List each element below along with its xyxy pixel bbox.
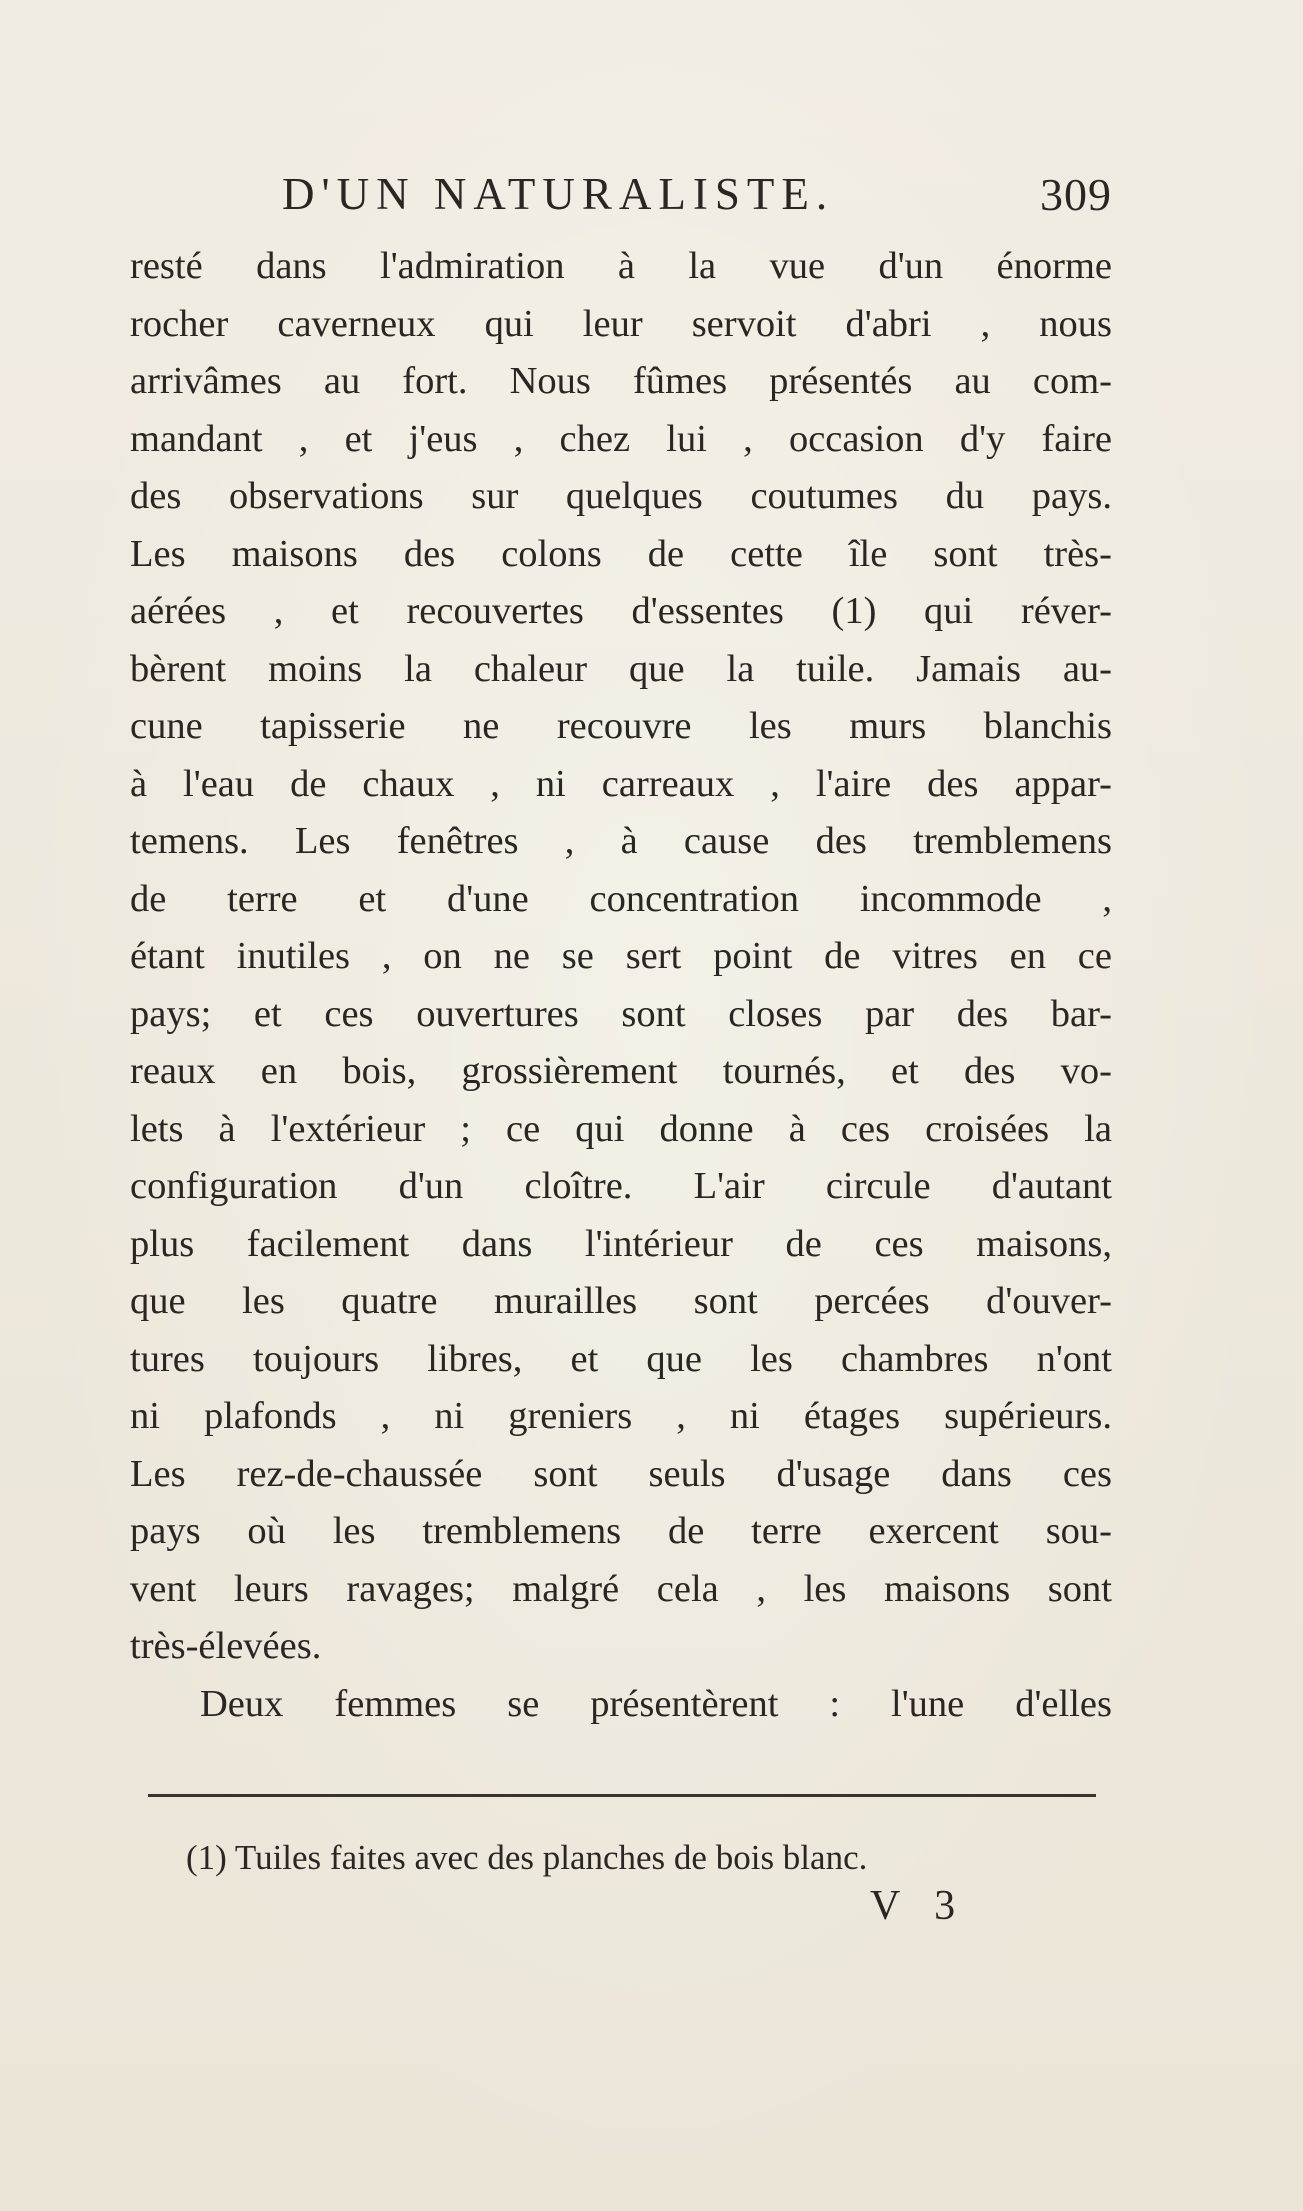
text-line: à l'eau de chaux , ni carreaux , l'aire des appar- [130, 762, 1112, 805]
text-line: lets à l'extérieur ; ce qui donne à ces croisées la [130, 1107, 1112, 1150]
text-line: rocher caverneux qui leur servoit d'abri , nous [130, 302, 1112, 345]
text-line: des observations sur quelques coutumes du pays. [130, 475, 1112, 517]
text-line: resté dans l'admiration à la vue d'un énorme [130, 245, 1112, 287]
text-line: étant inutiles , on ne se sert point de vitres en ce [130, 935, 1112, 977]
body-text [130, 238, 1112, 1733]
text-line: tures toujours libres, et que les chambres n'ont [130, 1337, 1112, 1380]
text-line: pays où les tremblemens de terre exercent sou- [130, 1510, 1112, 1552]
text-line: aérées , et recouvertes d'essentes (1) qui réver- [130, 590, 1112, 632]
text-line: arrivâmes au fort. Nous fûmes présentés au com- [130, 360, 1112, 402]
paragraph-start-line: Deux femmes se présentèrent : l'une d'elles [200, 1682, 1112, 1725]
text-line: pays; et ces ouvertures sont closes par des bar- [130, 992, 1112, 1035]
running-title: D'UN NATURALISTE. [282, 169, 835, 219]
text-line: cune tapisserie ne recouvre les murs blanchis [130, 705, 1112, 747]
text-line: Les maisons des colons de cette île sont très- [130, 532, 1112, 575]
running-head [130, 168, 1112, 228]
text-line: reaux en bois, grossièrement tournés, et des vo- [130, 1050, 1112, 1092]
footnote-rule [148, 1794, 1096, 1797]
text-line: plus facilement dans l'intérieur de ces maisons, [130, 1222, 1112, 1265]
text-line: ni plafonds , ni greniers , ni étages supérieurs. [130, 1395, 1112, 1437]
text-line: Les rez-de-chaussée sont seuls d'usage dans ces [130, 1452, 1112, 1495]
text-line: temens. Les fenêtres , à cause des tremblemens [130, 820, 1112, 862]
signature-mark: V 3 [870, 1883, 968, 1929]
text-line: vent leurs ravages; malgré cela , les maisons sont [130, 1567, 1112, 1610]
footnote: (1) Tuiles faites avec des planches de bois blanc. [186, 1838, 868, 1877]
text-line: configuration d'un cloître. L'air circule d'autant [130, 1165, 1112, 1207]
text-line: bèrent moins la chaleur que la tuile. Jamais au- [130, 647, 1112, 690]
text-line: mandant , et j'eus , chez lui , occasion d'y faire [130, 417, 1112, 460]
page-number: 309 [1040, 169, 1112, 220]
paragraph-end-line: très-élevées. [130, 1625, 322, 1667]
text-line: de terre et d'une concentration incommode , [130, 877, 1112, 920]
text-line: que les quatre murailles sont percées d'ouver- [130, 1280, 1112, 1322]
